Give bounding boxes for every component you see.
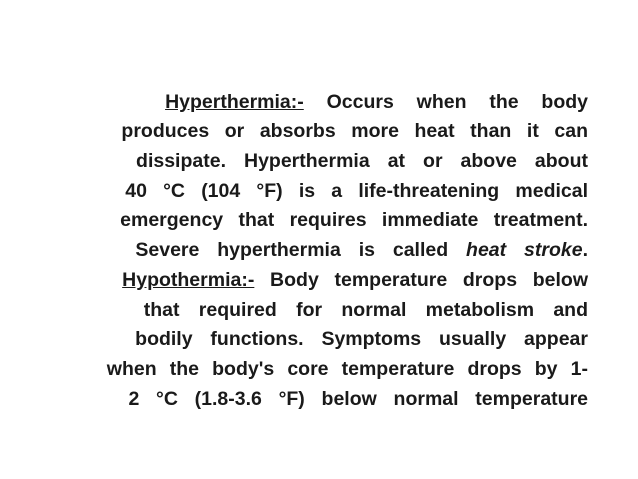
- text-segment: emergency that requires immediate treatment.: [120, 209, 588, 232]
- text-segment: Severe hyperthermia is called: [135, 239, 467, 262]
- term-heat-stroke: heat stroke: [466, 239, 583, 262]
- text-segment: that required for normal metabolism and: [143, 298, 589, 321]
- text-segment: Body temperature drops below: [254, 268, 588, 291]
- text-segment: Occurs when the body: [303, 90, 588, 113]
- text-segment: .: [582, 239, 588, 262]
- text-segment: produces or absorbs more heat than it can: [121, 120, 588, 143]
- term-hyperthermia: Hyperthermia:-: [165, 90, 304, 113]
- text-segment: bodily functions. Symptoms usually appear: [135, 328, 588, 351]
- text-segment: 40 °C (104 °F) is a life-threatening medical: [125, 179, 589, 202]
- text-line: [28, 58, 588, 113]
- body-text: [28, 58, 589, 410]
- text-segment: when the body's core temperature drops by 1-: [106, 357, 588, 380]
- term-hypothermia: Hypothermia:-: [122, 268, 255, 291]
- text-segment: 2 °C (1.8-3.6 °F) below normal temperature: [128, 387, 588, 410]
- text-segment: dissipate. Hyperthermia at or above about: [136, 150, 588, 173]
